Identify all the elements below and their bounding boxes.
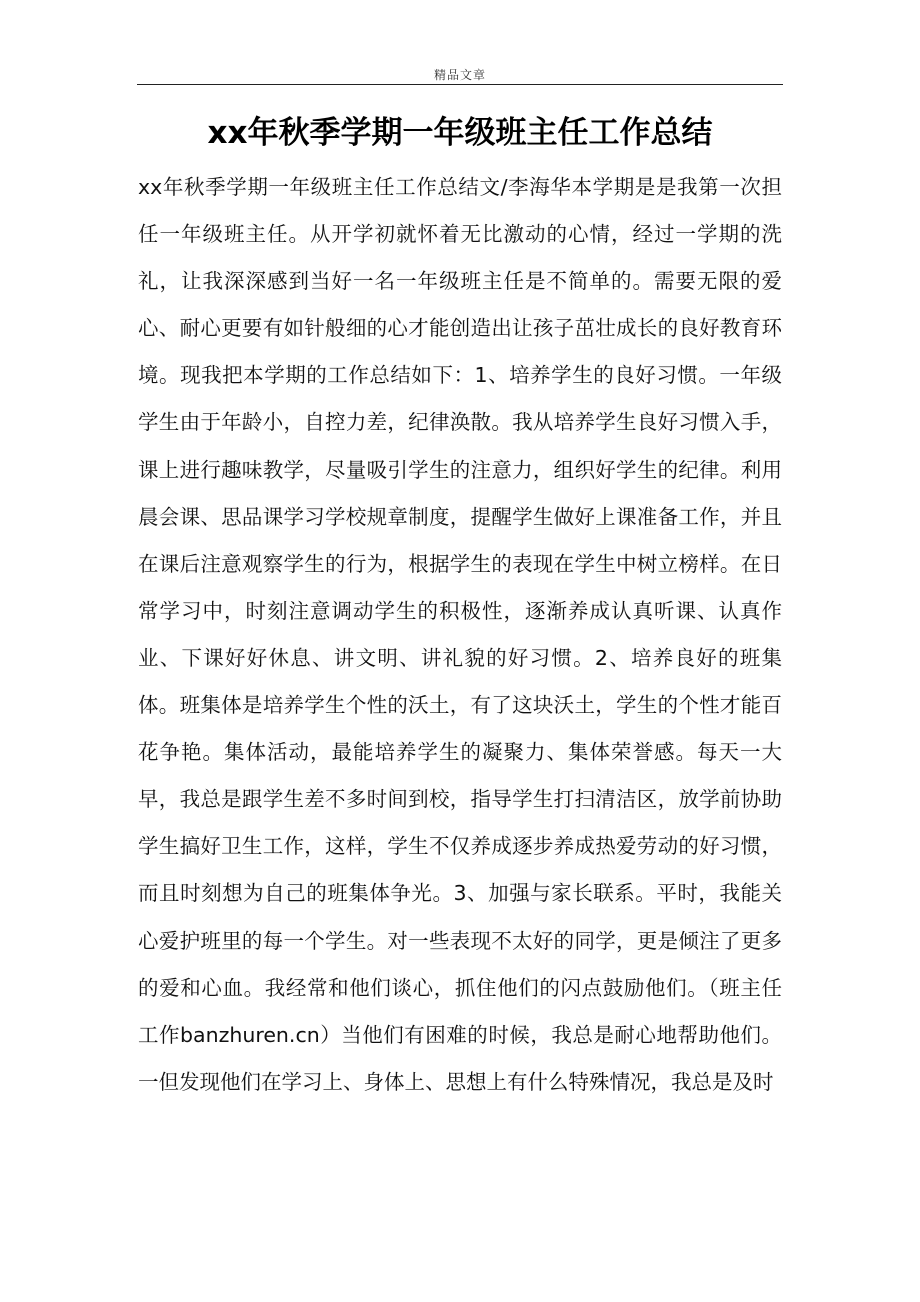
page-header-label: 精品文章 xyxy=(433,68,486,82)
document-body: xx年秋季学期一年级班主任工作总结文/李海华本学期是是我第一次担任一年级班主任。从开学初就怀着无比激动的心情，经过一学期的洗礼，让我深深感到当好一名一年级班主任是不简单的。需要无限的爱心、耐心更要有如针般细的心才能创造出让孩子茁壮成长的良好教育环境。现我把本学期的工作总结如下：1、培养学生的良好习惯。一年级学生由于年龄小，自控力差，纪律涣散。我从培养学生良好习惯入手，课上进行趣味教学，尽量吸引学生的注意力，组织好学生的纪律。利用晨会课、思品课学习学校规章制度，提醒学生做好上课准备工作，并且在课后注意观察学生的行为，根据学生的表现在学生中树立榜样。在日常学习中，时刻注意调动学生的积极性，逐渐养成认真听课、认真作业、下课好好休息、讲文明、讲礼貌的好习惯。2、培养良好的班集体。班集体是培养学生个性的沃土，有了这块沃土，学生的个性才能百花争艳。集体活动，最能培养学生的凝聚力、集体荣誉感。每天一大早，我总是跟学生差不多时间到校，指导学生打扫清洁区，放学前协助学生搞好卫生工作，这样，学生不仅养成逐步养成热爱劳动的好习惯，而且时刻想为自己的班集体争光。3、加强与家长联系。平时，我能关心爱护班里的每一个学生。对一些表现不太好的同学，更是倾注了更多的爱和心血。我经常和他们谈心，抓住他们的闪点鼓励他们。（班主任工作banzhuren.cn）当他们有困难的时候，我总是耐心地帮助他们。一但发现他们在学习上、身体上、思想上有什么特殊情况，我总是及时 xyxy=(138,175,782,1094)
header-divider xyxy=(137,84,783,85)
document-title: xx年秋季学期一年级班主任工作总结 xyxy=(207,115,713,151)
